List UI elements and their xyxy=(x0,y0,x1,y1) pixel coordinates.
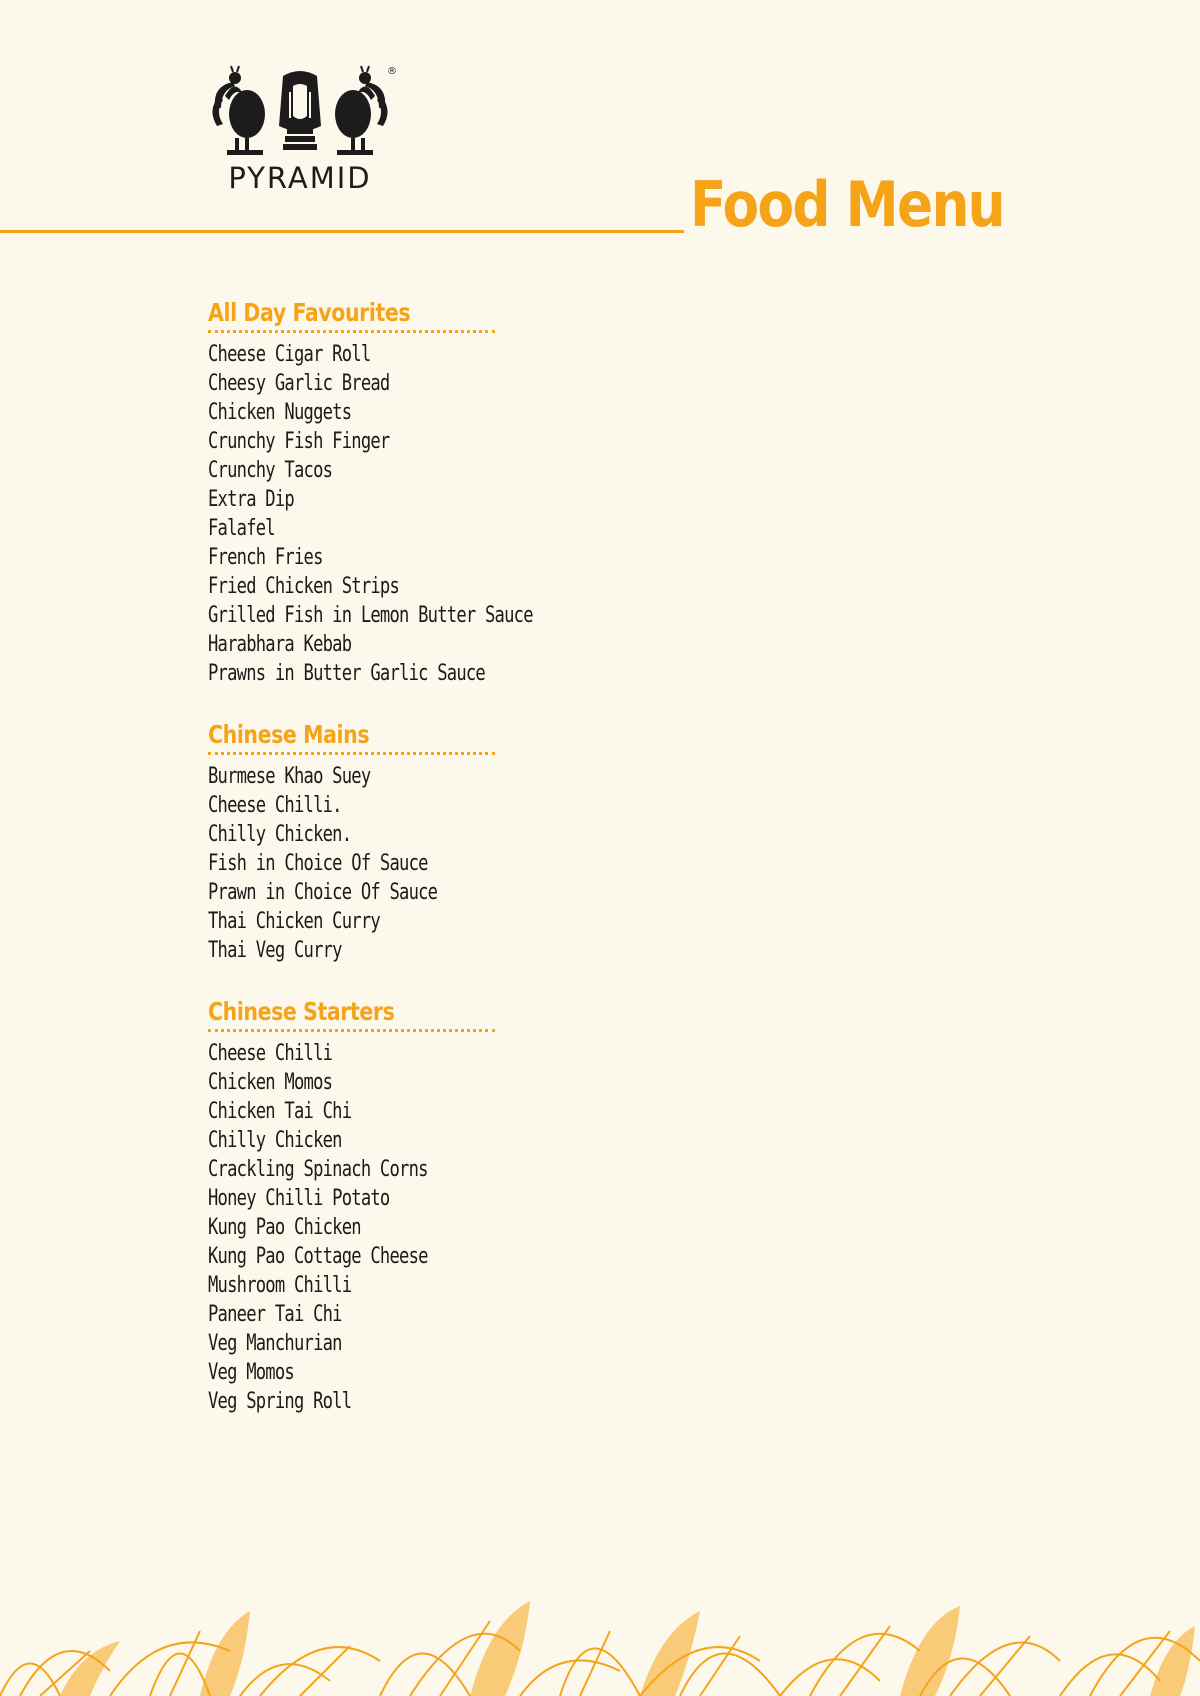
header-divider xyxy=(0,230,684,233)
section-title: All Day Favourites xyxy=(208,298,411,327)
menu-item: Chilly Chicken. xyxy=(208,822,352,847)
menu-item: Prawns in Butter Garlic Sauce xyxy=(208,661,485,686)
menu-item: Grilled Fish in Lemon Butter Sauce xyxy=(208,603,533,628)
menu-item: Paneer Tai Chi xyxy=(208,1302,342,1327)
menu-section-all-day-favourites xyxy=(208,296,533,688)
menu-item: Chilly Chicken xyxy=(208,1128,342,1153)
section-title: Chinese Starters xyxy=(208,997,395,1026)
menu-item: Veg Momos xyxy=(208,1360,294,1385)
menu-section-chinese-mains xyxy=(208,718,508,965)
menu-item: Cheese Chilli xyxy=(208,1041,333,1066)
menu-item: Kung Pao Cottage Cheese xyxy=(208,1244,428,1269)
menu-item: Extra Dip xyxy=(208,487,294,512)
menu-item: Cheesy Garlic Bread xyxy=(208,371,390,396)
registered-mark: ® xyxy=(387,66,397,77)
brand-name: PYRAMID xyxy=(228,161,372,195)
menu-item: Prawn in Choice Of Sauce xyxy=(208,880,438,905)
page-title: Food Menu xyxy=(690,168,1004,241)
menu-item: Cheese Chilli. xyxy=(208,793,342,818)
menu-item: Fish in Choice Of Sauce xyxy=(208,851,428,876)
menu-item: Chicken Tai Chi xyxy=(208,1099,352,1124)
menu-item: Harabhara Kebab xyxy=(208,632,352,657)
section-divider xyxy=(208,752,495,755)
menu-item: Chicken Momos xyxy=(208,1070,333,1095)
menu-list xyxy=(208,296,533,1446)
menu-item: Veg Spring Roll xyxy=(208,1389,352,1414)
brand-logo xyxy=(205,66,395,196)
menu-item: Crackling Spinach Corns xyxy=(208,1157,428,1182)
menu-item: Burmese Khao Suey xyxy=(208,764,371,789)
section-divider xyxy=(208,1029,495,1032)
menu-section-chinese-starters xyxy=(208,995,508,1416)
menu-item: Thai Veg Curry xyxy=(208,938,342,963)
menu-item: Crunchy Tacos xyxy=(208,458,333,483)
menu-item: Thai Chicken Curry xyxy=(208,909,380,934)
section-divider xyxy=(208,330,495,333)
menu-item: Veg Manchurian xyxy=(208,1331,342,1356)
menu-item: Crunchy Fish Finger xyxy=(208,429,390,454)
menu-item: Mushroom Chilli xyxy=(208,1273,352,1298)
menu-item: Fried Chicken Strips xyxy=(208,574,400,599)
menu-item: Cheese Cigar Roll xyxy=(208,342,371,367)
menu-item: Chicken Nuggets xyxy=(208,400,352,425)
leaf-border-icon xyxy=(0,1591,1200,1696)
section-title: Chinese Mains xyxy=(208,720,370,749)
menu-item: French Fries xyxy=(208,545,323,570)
peacock-pharaoh-emblem-icon xyxy=(205,66,395,161)
menu-item: Kung Pao Chicken xyxy=(208,1215,361,1240)
menu-item: Falafel xyxy=(208,516,275,541)
menu-item: Honey Chilli Potato xyxy=(208,1186,390,1211)
